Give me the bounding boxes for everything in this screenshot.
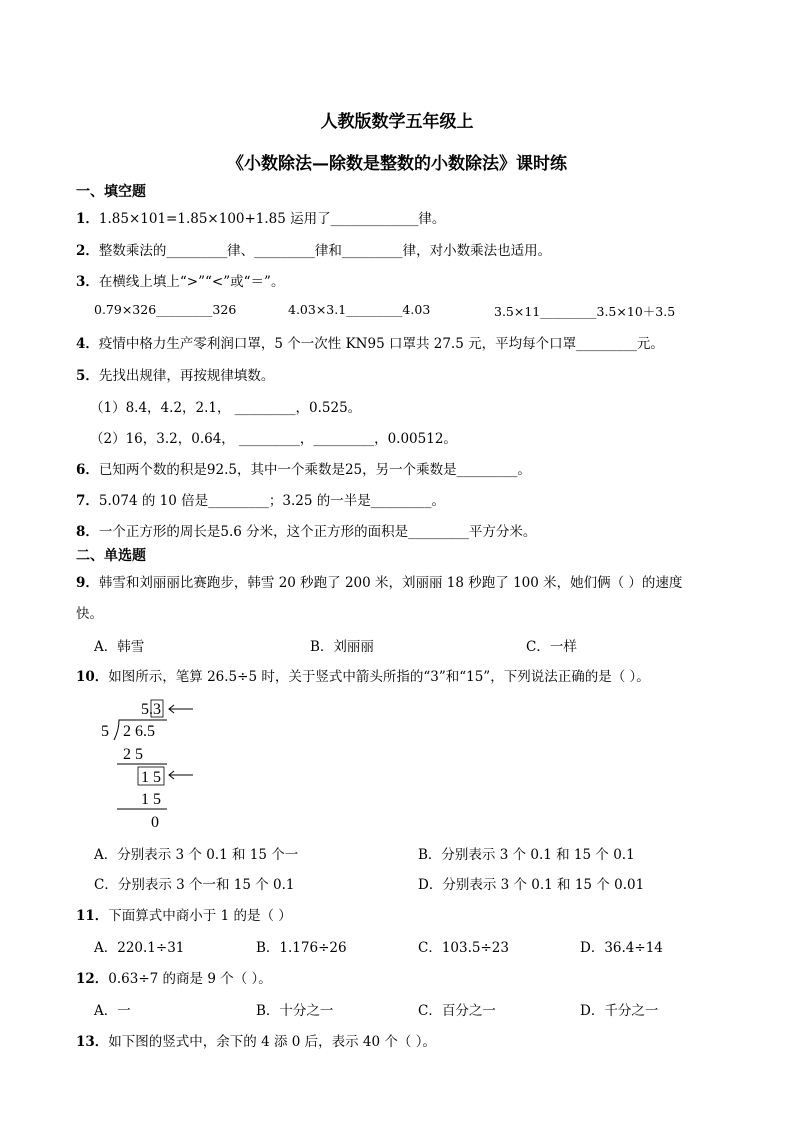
question-text: 整数乘法的_________律、_________律和_________律，对小数乘法也适用。 xyxy=(98,243,552,259)
question-number: 9． xyxy=(76,575,99,591)
section-heading-single: 二、单选题 xyxy=(76,548,146,564)
question-number: 12． xyxy=(76,971,109,987)
question-5-sub-1: （1）8.4，4.2，2.1， _________，0.525。 xyxy=(90,400,362,416)
question-3 xyxy=(76,270,284,290)
question-9 xyxy=(76,571,682,591)
option-d[interactable]: D．36.4÷14 xyxy=(580,940,663,956)
question-number: 6． xyxy=(76,462,99,478)
question-8 xyxy=(76,520,536,540)
question-text: 先找出规律，再按规律填数。 xyxy=(98,368,275,384)
option-a[interactable]: A．韩雪 xyxy=(94,639,145,655)
question-text: 5.074 的 10 倍是_________；3.25 的一半是_________。 xyxy=(98,493,445,509)
option-c[interactable]: C．分别表示 3 个一和 15 个 0.1 xyxy=(94,877,295,893)
quotient-decimal: 3 xyxy=(153,701,161,718)
long-division-figure xyxy=(95,695,205,833)
question-number: 10． xyxy=(76,669,109,685)
final-remainder: 0 xyxy=(151,814,159,831)
remainder-boxed: 1 5 xyxy=(141,769,161,786)
question-number: 7． xyxy=(76,493,99,509)
option-b[interactable]: B．1.176÷26 xyxy=(256,940,347,956)
question-6 xyxy=(76,458,531,478)
question-text: 韩雪和刘丽丽比赛跑步，韩雪 20 秒跑了 200 米，刘丽丽 18 秒跑了 100 米，她们俩（ ）的速度 xyxy=(98,575,683,591)
option-a[interactable]: A．一 xyxy=(94,1003,131,1019)
question-number: 3． xyxy=(76,274,99,290)
option-b[interactable]: B．十分之一 xyxy=(256,1003,334,1019)
question-9-continued: 快。 xyxy=(76,606,103,622)
option-c[interactable]: C．百分之一 xyxy=(418,1003,496,1019)
question-number: 8． xyxy=(76,524,99,540)
question-text: 疫情中格力生产零利润口罩，5 个一次性 KN95 口罩共 27.5 元，平均每个口罩_________元。 xyxy=(98,336,664,352)
option-c[interactable]: C．一样 xyxy=(526,639,577,655)
question-number: 5． xyxy=(76,368,99,384)
compare-item-1: 0.79×326_________326 xyxy=(94,302,237,317)
question-10 xyxy=(76,665,650,685)
divisor: 5 xyxy=(101,723,109,740)
option-c[interactable]: C．103.5÷23 xyxy=(418,940,509,956)
dividend: 2 6.5 xyxy=(123,723,155,740)
option-d[interactable]: D．千分之一 xyxy=(580,1003,659,1019)
question-13 xyxy=(76,1030,436,1050)
question-number: 4． xyxy=(76,336,99,352)
question-2 xyxy=(76,239,551,259)
question-11 xyxy=(76,904,292,924)
quotient-integer: 5. xyxy=(141,701,153,718)
question-text: 一个正方形的周长是5.6 分米，这个正方形的面积是_________平方分米。 xyxy=(98,524,537,540)
question-text: 如下图的竖式中，余下的 4 添 0 后，表示 40 个（ ）。 xyxy=(108,1034,436,1050)
option-b[interactable]: B．刘丽丽 xyxy=(310,639,374,655)
question-7 xyxy=(76,489,445,509)
question-number: 11． xyxy=(76,908,109,924)
question-number: 13． xyxy=(76,1034,109,1050)
step-subtract-1: 2 5 xyxy=(123,746,143,763)
question-5-sub-2: （2）16，3.2，0.64， _________，_________，0.00512。 xyxy=(90,431,457,447)
page-title: 人教版数学五年级上 xyxy=(320,112,474,132)
question-number: 2． xyxy=(76,243,99,259)
question-5 xyxy=(76,364,274,384)
question-text: 已知两个数的积是92.5，其中一个乘数是25，另一个乘数是_________。 xyxy=(98,462,531,478)
question-text: 如图所示，笔算 26.5÷5 时，关于竖式中箭头所指的“3”和“15”，下列说法正确的是（ ）。 xyxy=(108,669,650,685)
page-subtitle: 《小数除法—除数是整数的小数除法》课时练 xyxy=(227,154,567,174)
option-d[interactable]: D．分别表示 3 个 0.1 和 15 个 0.01 xyxy=(418,877,645,893)
question-number: 1． xyxy=(76,211,99,227)
question-text: 1.85×101=1.85×100+1.85 运用了_____________律。 xyxy=(98,211,446,227)
question-1 xyxy=(76,207,445,227)
option-b[interactable]: B．分别表示 3 个 0.1 和 15 个 0.1 xyxy=(418,847,635,863)
question-text: 在横线上填上“>”“<”或“＝”。 xyxy=(98,274,285,290)
compare-item-2: 4.03×3.1_________4.03 xyxy=(288,302,431,317)
question-4 xyxy=(76,332,664,352)
question-12 xyxy=(76,967,272,987)
question-text: 下面算式中商小于 1 的是（ ） xyxy=(108,908,292,924)
option-a[interactable]: A．220.1÷31 xyxy=(94,940,185,956)
question-text: 0.63÷7 的商是 9 个（ ）。 xyxy=(108,971,272,987)
compare-item-3: 3.5×11_________3.5×10＋3.5 xyxy=(494,304,676,319)
step-subtract-2: 1 5 xyxy=(141,791,161,808)
section-heading-fill: 一、填空题 xyxy=(76,184,146,200)
option-a[interactable]: A．分别表示 3 个 0.1 和 15 个一 xyxy=(94,847,299,863)
